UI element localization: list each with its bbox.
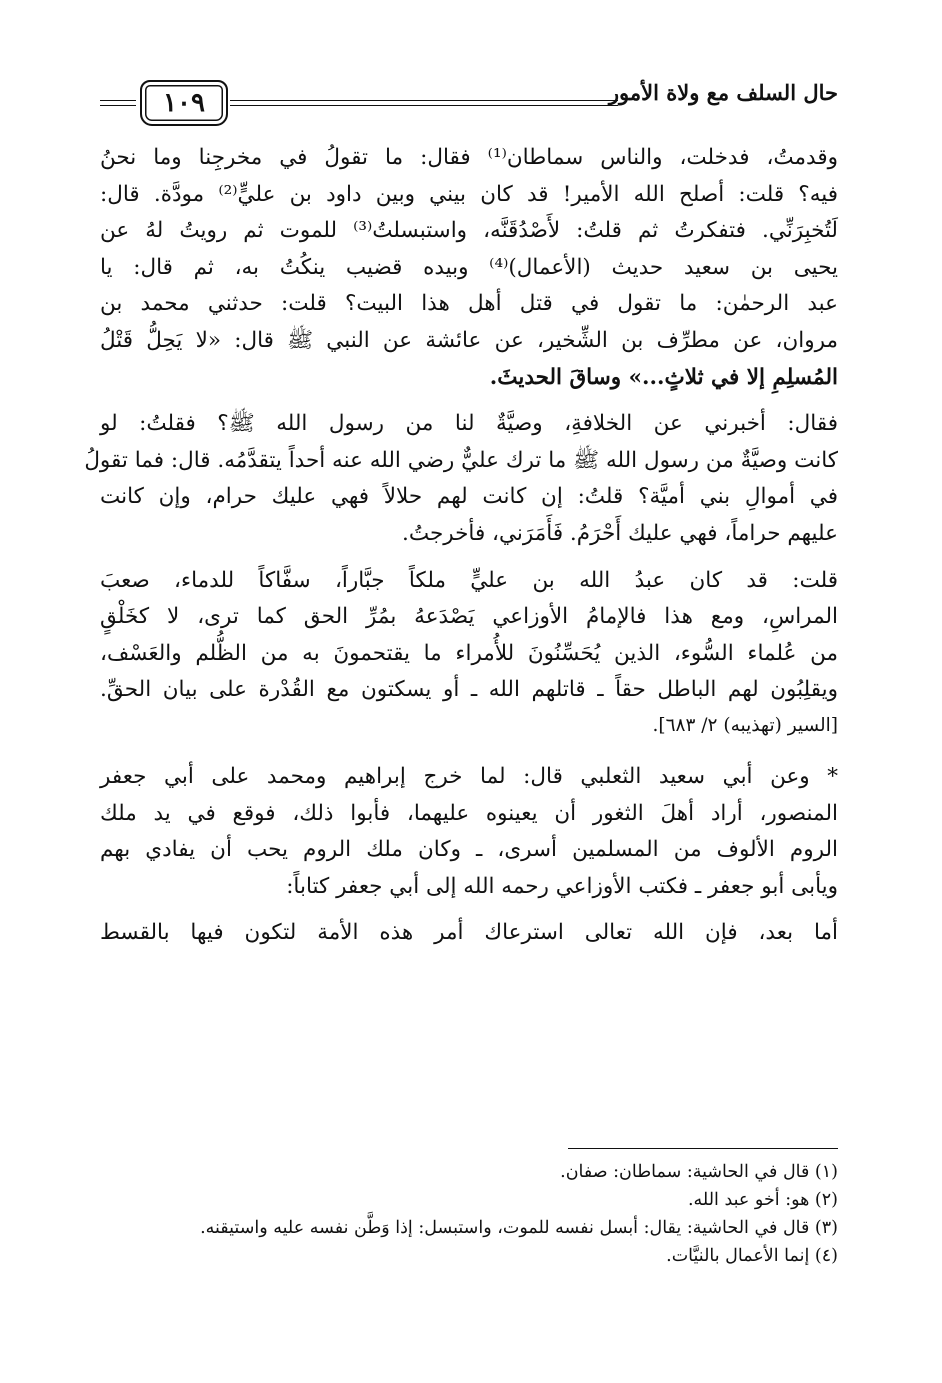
text-line: فيه؟ قلت: أصلح الله الأمير! قد كان بيني وبين داود بن عليٍّ⁽²⁾ مودَّة. قال: [100, 181, 838, 207]
book-page [84, 70, 838, 1266]
paragraph-2 [84, 406, 838, 552]
text-line: مروان، عن مطرِّف بن الشِّخير، عن عائشة عن النبي ﷺ قال: «لا يَحِلُّ قَتْلُ [100, 327, 838, 353]
text-line: أما بعد، فإن الله تعالى استرعاك أمر هذه الأمة لتكون فيها بالقسط [100, 920, 838, 946]
paragraph-5 [100, 915, 838, 952]
running-title: حال السلف مع ولاة الأمور [608, 80, 838, 105]
page-number: ١٠٩ [163, 88, 205, 118]
page-header [100, 70, 838, 126]
text-line: المنصور، أراد أهلَ الثغور أن يعينوه عليهما، فأبوا ذلك، فوقع في يد ملك [100, 800, 838, 826]
text-line: فقال: أخبرني عن الخلافةِ، وصيَّةٌ لنا من رسول الله ﷺ؟ فقلتُ: لو [100, 411, 838, 437]
text-line: * وعن أبي سعيد الثعلبي قال: لما خرج إبراهيم ومحمد على أبي جعفر [100, 763, 838, 789]
paragraph-3 [100, 563, 838, 743]
source-citation: [السير (تهذيبه) ٢/ ٦٨٣]. [652, 714, 838, 736]
text-line: الروم الألوف من المسلمين أسرى، ـ وكان ملك الروم يحب أن يفادي بهم [100, 837, 838, 863]
footnote-rule [568, 1148, 838, 1149]
header-rule-left [100, 100, 136, 106]
header-rule [230, 100, 618, 106]
text-line: لَتُخبِرَنِّي. فتفكرتُ ثم قلتُ: لأَصْدُقَنَّه، واستبسلتُ⁽³⁾ للموت ثم رويتُ لهُ عن [100, 218, 838, 244]
text-line: من عُلماء السُّوء، الذين يُحَسِّنُونَ للأُمراء ما يقتحمونَ به من الظُّلم والعَسْف، [100, 640, 838, 666]
text-line: المُسلِمِ إلا في ثلاثٍ...» وساقَ الحديثَ. [489, 364, 838, 390]
page-number-frame [140, 80, 228, 126]
text-line: يحيى بن سعيد حديث (الأعمال)⁽⁴⁾ وبيده قضيب ينكُتُ به، ثم قال: يا [100, 254, 838, 280]
text-line: قلت: قد كان عبدُ الله بن عليٍّ ملكاً جبَّاراً، سفَّاكاً للدماء، صعبَ [100, 567, 838, 593]
text-line: عبد الرحمٰن: ما تقول في قتل أهل هذا البيت؟ قلت: حدثني محمد بن [100, 291, 838, 317]
text-line: عليهم حراماً، فهي عليك أَحْرَمُ. فَأَمَرَني، فأخرجتُ. [402, 520, 838, 546]
text-line: في أموالِ بني أميَّة؟ قلتُ: إن كانت لهم حلالاً فهي عليك حرام، وإن كانت [100, 484, 838, 510]
text-line: ويقلِبُون لهم الباطل حقاً ـ قاتلهم الله ـ أو يسكتون مع القُدْرة على بيان الحقِّ. [100, 677, 838, 703]
paragraph-4 [100, 759, 838, 905]
footnotes [100, 1158, 838, 1270]
text-line: كانت وصيَّةٌ من رسول الله ﷺ ما ترك عليٌّ رضي الله عنه أحداً يتقدَّمُه. قال: فما تقولُ [84, 447, 838, 473]
footnote-3: (٣) قال في الحاشية: يقال: أبسل نفسه للموت، واستبسل: إذا وَطَّن نفسه عليه واستيقنه. [200, 1218, 838, 1238]
footnote-1: (١) قال في الحاشية: سماطان: صفان. [560, 1162, 838, 1182]
paragraph-1 [100, 140, 838, 396]
text-line: وقدمتُ، فدخلت، والناس سماطان⁽¹⁾ فقال: ما تقولُ في مخرجِنا وما نحنُ [100, 145, 838, 170]
footnote-4: (٤) إنما الأعمال بالنيَّات. [666, 1246, 838, 1266]
footnote-2: (٢) هو: أخو عبد الله. [687, 1190, 838, 1210]
text-line: ويأبى أبو جعفر ـ فكتب الأوزاعي رحمه الله إلى أبي جعفر كتاباً: [286, 873, 838, 899]
text-line: المراسِ، ومع هذا فالإمامُ الأوزاعي يَصْدَعهُ بمُرِّ الحق كما ترى، لا كخَلْقٍ [100, 604, 838, 630]
